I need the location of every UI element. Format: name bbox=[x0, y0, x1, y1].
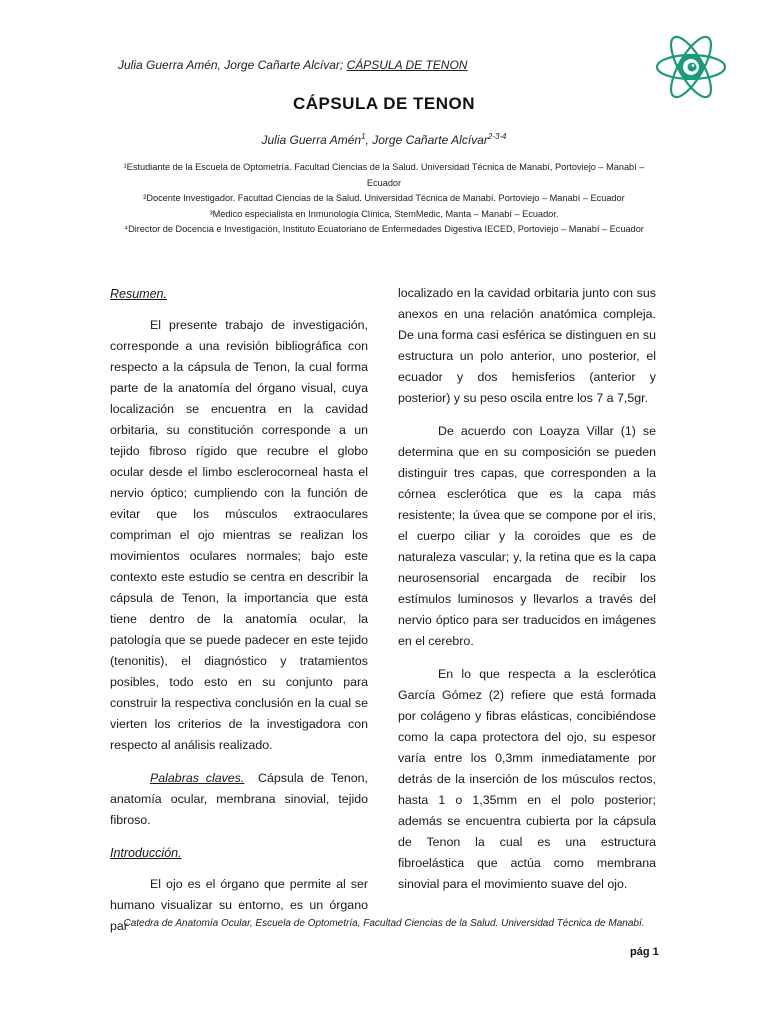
author-2: Jorge Cañarte Alcívar bbox=[372, 133, 488, 147]
right-column bbox=[398, 283, 656, 907]
resumen-heading: Resumen. bbox=[110, 287, 167, 301]
author-line bbox=[0, 132, 768, 147]
running-header bbox=[118, 58, 467, 72]
affiliation-4: ⁴Director de Docencia e Investigación, Instituto Ecuatoriano de Enfermedades Digestiva IECED, Portoviejo – Manabí – Ecuador bbox=[124, 224, 644, 234]
page-title: CÁPSULA DE TENON bbox=[292, 94, 476, 113]
keywords-paragraph bbox=[110, 768, 368, 831]
keywords-label: Palabras claves. bbox=[150, 771, 245, 785]
right-paragraph-1: localizado en la cavidad orbitaria junto con sus anexos en una relación anatómica compleja. De una forma casi esférica se distinguen en su estructura un polo anterior, uno posterior, el ecuador y dos hemisferios (anterior y posterior) y su peso oscila entre los 7 a 7,5gr. bbox=[398, 286, 656, 405]
affiliation-2: ²Docente Investigador. Facultad Ciencias de la Salud. Universidad Técnica de Manabí. Portoviejo – Manabí – Ecuador bbox=[143, 193, 625, 203]
eye-orbit-logo-icon bbox=[654, 30, 728, 104]
affiliation-3: ³Medico especialista en Inmunología Clínica, StemMedic, Manta – Manabí – Ecuador. bbox=[209, 208, 559, 219]
author-separator: , bbox=[365, 133, 373, 147]
running-header-title: CÁPSULA DE TENON bbox=[346, 58, 468, 72]
right-paragraph-2: De acuerdo con Loayza Villar (1) se determina que en su composición se pueden distinguir tres capas, que corresponden a la córnea esclerótica que es la capa más resistente; la úvea que se compone por el iris, el cuerpo ciliar y la coroides que es de naturaleza vascular; y, la retina que es la capa neurosensorial encargada de recibir los estímulos luminosos y llevarlos a través del nervio óptico para ser traducidos en imágenes en el cerebro. bbox=[398, 424, 656, 648]
right-paragraph-3: En lo que respecta a la esclerótica García Gómez (2) refiere que está formada por colágeno y fibras elásticas, concibiéndose como la capa protectora del ojo, su espesor varía entre los 0,3mm inmediatamente por detrás de la inserción de los músculos rectos, hasta 1 o 1,35mm en el polo posterior; además se encuentra cubierta por la cápsula de Tenon la cual es una estructura fibroelástica que actúa como membrana sinovial para el movimiento suave del ojo. bbox=[398, 667, 656, 891]
affiliation-1: ¹Estudiante de la Escuela de Optometría. Facultad Ciencias de la Salud. Universidad Técnica de Manabí, Portoviejo – Manabí – Ecuador bbox=[123, 162, 645, 188]
keywords-text: Cápsula de Tenon, anatomía ocular, membrana sinovial, tejido fibroso. bbox=[110, 771, 368, 827]
author-1: Julia Guerra Amén bbox=[261, 133, 362, 147]
running-header-authors: Julia Guerra Amén, Jorge Cañarte Alcívar; bbox=[118, 58, 344, 72]
resumen-paragraph: El presente trabajo de investigación, corresponde a una revisión bibliográfica con respecto a la cápsula de Tenon, la cual forma parte de la anatomía del órgano visual, cuya localización se encuentra en la cavidad orbitaria, su constitución corresponde a un tejido fibroso rígido que recubre el globo ocular desde el limbo esclerocorneal hasta el nervio óptico; cumpliendo con la función de evitar que los músculos extraoculares compriman el ojo mientras se realizan los movimientos oculares normales; bajo este contexto este estudio se centra en describir la cápsula de Tenon, la importancia que esta tiene dentro de la anatomía ocular, la patología que se puede padecer en este tejido (tenonitis), el diagnóstico y tratamientos posibles, todo esto en su conjunto para construir la respectiva conclusión en la cual se vierten los criterios de la investigadora con respecto al análisis realizado. bbox=[110, 318, 368, 752]
intro-paragraph: El ojo es el órgano que permite al ser humano visualizar su entorno, es un órgano par bbox=[110, 877, 368, 933]
affiliations bbox=[110, 160, 658, 238]
intro-heading: Introducción. bbox=[110, 846, 182, 860]
page-number: pág 1 bbox=[630, 946, 659, 958]
author-1-affil: 1 bbox=[361, 132, 366, 141]
page-footer: Catedra de Anatomía Ocular, Escuela de Optometría, Facultad Ciencias de la Salud. Universidad Técnica de Manabí. bbox=[123, 918, 645, 929]
author-2-affil: 2-3-4 bbox=[487, 132, 507, 141]
left-column bbox=[110, 284, 368, 949]
